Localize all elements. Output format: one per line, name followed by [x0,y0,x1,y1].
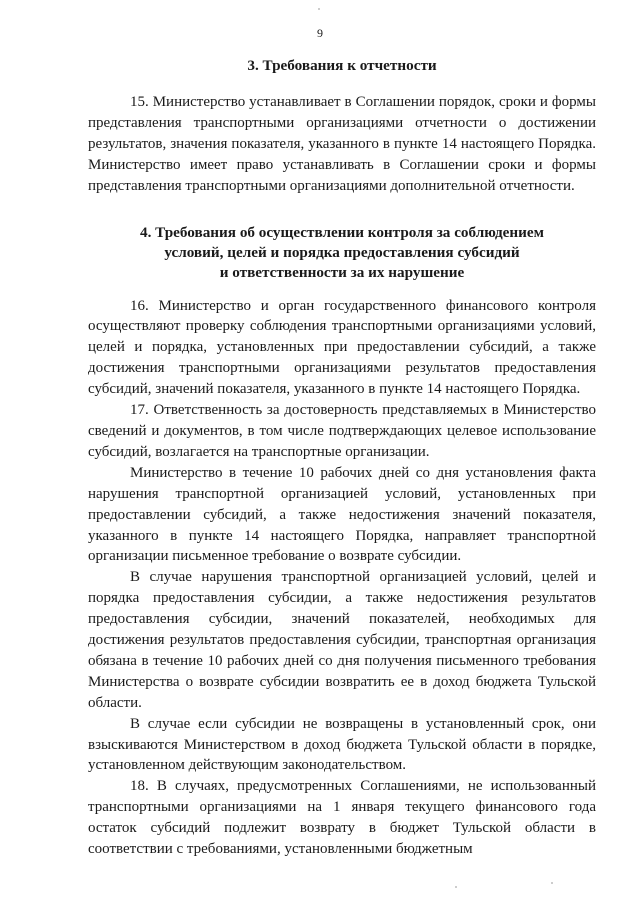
section-4-heading-line-2: условий, целей и порядка предоставления субсидий [164,243,520,261]
section-4-heading-line-1: 4. Требования об осуществлении контроля за соблюдением [139,223,545,241]
paragraph-18: 18. В случаях, предусмотренных Соглашениями, не использованный транспортными организациями на 1 января текущего финансового года остаток субсидий подлежит возврату в бюджет Тульской области в соответствии с требованиями, установленными бюджетным [88,778,596,858]
paragraph-17: 17. Ответственность за достоверность представляемых в Министерство сведений и документов, в том числе подтверждающих целевое использование субсидий, возлагается на транспортные организации. [88,402,596,460]
page-number: 9 [317,26,323,40]
section-4-heading-line-3: и ответственности за их нарушение [219,263,465,281]
scan-speck [455,886,457,888]
document-body [88,56,596,860]
paragraph-ministry-deadline: Министерство в течение 10 рабочих дней со дня установления факта нарушения транспортной организацией условий, установленных при предоставлении субсидий, а также недостижения значений показателя, указанного в пункте 14 настоящего Порядка, направляет транспортной организации письменное требование о возврате субсидии. [88,464,596,565]
paragraph-15: 15. Министерство устанавливает в Соглашении порядок, сроки и формы представления транспортными организациями отчетности о достижении результатов, значения показателя, указанного в пункте 14 настоящего Порядка. Министерство имеет право устанавливать в Соглашении сроки и формы представления транспортными организациями дополнительной отчетности. [88,94,596,194]
paragraph-16: 16. Министерство и орган государственного финансового контроля осуществляют проверку соблюдения транспортными организациями условий, целей и порядка, установленных при предоставлении субсидий, а также достижения транспортными организациями результатов предоставления субсидий, значений показателя, указанного в пункте 14 настоящего Порядка. [88,297,596,398]
paragraph-violation-return: В случае нарушения транспортной организацией условий, целей и порядка предоставления субсидии, а также недостижения результатов предоставления субсидии, значений показателей, необходимых для достижения результатов предоставления субсидии, транспортная организация обязана в течение 10 рабочих дней со дня получения письменного требования Министерства о возврате субсидии возвратить ее в доход бюджета Тульской области. [88,569,596,711]
scan-speck [551,882,553,884]
paragraph-recovery: В случае если субсидии не возвращены в установленный срок, они взыскиваются Министерством в доход бюджета Тульской области в порядке, установленном действующим законодательством. [88,715,596,774]
section-4-heading [88,223,596,283]
section-3-heading: 3. Требования к отчетности [247,57,437,74]
scan-speck [318,8,320,10]
